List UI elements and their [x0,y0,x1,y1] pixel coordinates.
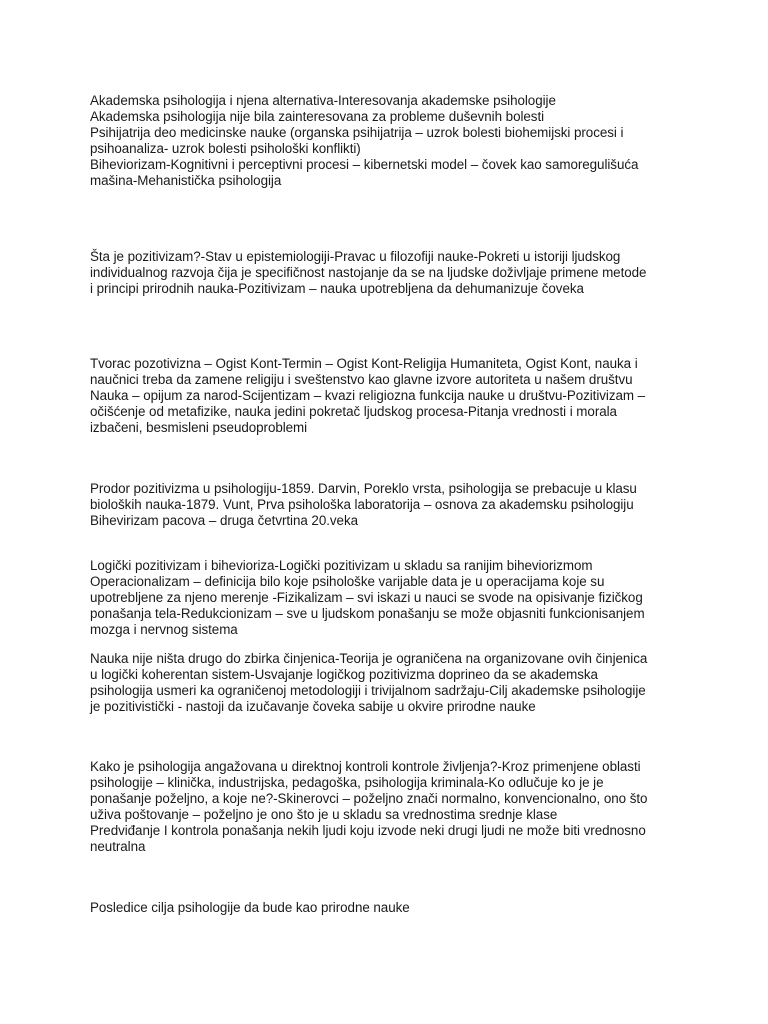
text-line: neutralna [90,839,146,854]
text-line: Nauka – opijum za narod-Scijentizam – kvazi religiozna funkcija nauke u društvu-Pozitivizam – [90,388,646,403]
text-line: Prodor pozitivizma u psihologiju-1859. Darvin, Poreklo vrsta, psihologija se prebacuje u klasu [90,481,637,496]
text-line: upotrebljene za njeno merenje -Fizikalizam – svi iskazi u nauci se svode na opisivanje fizičkog [90,590,643,605]
text-line: bioloških nauka-1879. Vunt, Prva psihološka laboratorija – osnova za akademsku psihologiju [90,497,634,512]
text-line: Kako je psihologija angažovana u direktnoj kontroli kontrole življenja?-Kroz primenjene oblasti [90,759,641,774]
text-line: uživa poštovanje – poželjno je ono što je u skladu sa vrednostima srednje klase [90,807,558,822]
text-line: Bihevirizam pacova – druga četvrtina 20.veka [90,513,358,528]
text-line: Predviđanje I kontrola ponašanja nekih ljudi koju izvode neki drugi ljudi ne može biti vrednosno [90,823,646,838]
text-line: mašina-Mehanistička psihologija [90,173,282,188]
text-line: Posledice cilja psihologije da bude kao prirodne nauke [90,900,410,915]
text-line: Nauka nije ništa drugo do zbirka činjenica-Teorija je ograničena na organizovane ovih činjenica [90,651,648,666]
text-line: individualnog razvoja čija je specifičnost nastojanje da se na ljudske doživljaje primene metode [90,265,647,280]
text-line: ponašanje poželjno, a koje ne?-Skinerovci – poželjno znači normalno, konvencionalno, ono što [90,791,648,806]
text-line: psihoanaliza- uzrok bolesti psihološki konflikti) [90,141,361,156]
text-line: mozga i nervnog sistema [90,622,238,637]
text-line: u logički koherentan sistem-Usvajanje logičkog pozitivizma doprineo da se akademska [90,667,598,682]
text-line: Šta je pozitivizam?-Stav u epistemiologiji-Pravac u filozofiji nauke-Pokreti u istoriji ljudskog [90,249,621,264]
text-line: psihologija usmeri ka ograničenoj metodologiji i trivijalnom sadržaju-Cilj akademske psihologije [90,683,646,698]
text-line: naučnici treba da zamene religiju i sveštenstvo kao glavne izvore autoriteta u našem društvu [90,372,633,387]
text-line: Operacionalizam – definicija bilo koje psihološke varijable data je u operacijama koje su [90,574,605,589]
text-line: izbačeni, besmisleni pseudoproblemi [90,420,308,435]
text-line: je pozitivistički - nastoji da izučavanje čoveka sabije u okvire prirodne nauke [90,699,536,714]
text-line: Logički pozitivizam i bihevioriza-Logički pozitivizam u skladu sa ranijim biheviorizmom [90,558,593,573]
text-line: Akademska psihologija nije bila zainteresovana za probleme duševnih bolesti [90,109,545,124]
text-line: Tvorac pozotivizna – Ogist Kont-Termin – Ogist Kont-Religija Humaniteta, Ogist Kont, nauka i [90,356,638,371]
text-line: Biheviorizam-Kognitivni i perceptivni procesi – kibernetski model – čovek kao samoregulišuća [90,157,639,172]
text-line: Akademska psihologija i njena alternativa-Interesovanja akademske psihologije [90,93,556,108]
text-line: ponašanja tela-Redukcionizam – sve u ljudskom ponašanju se može objasniti funkcionisanjem [90,606,645,621]
text-line: psihologije – klinička, industrijska, pedagoška, psihologija kriminala-Ko odlučuje ko je je [90,775,604,790]
text-line: očišćenje od metafizike, nauka jedini pokretač ljudskog procesa-Pitanja vrednosti i morala [90,404,617,419]
text-line: Psihijatrija deo medicinske nauke (organska psihijatrija – uzrok bolesti biohemijski procesi i [90,125,624,140]
text-line: i principi prirodnih nauka-Pozitivizam – nauka upotrebljena da dehumanizuje čoveka [90,281,584,296]
